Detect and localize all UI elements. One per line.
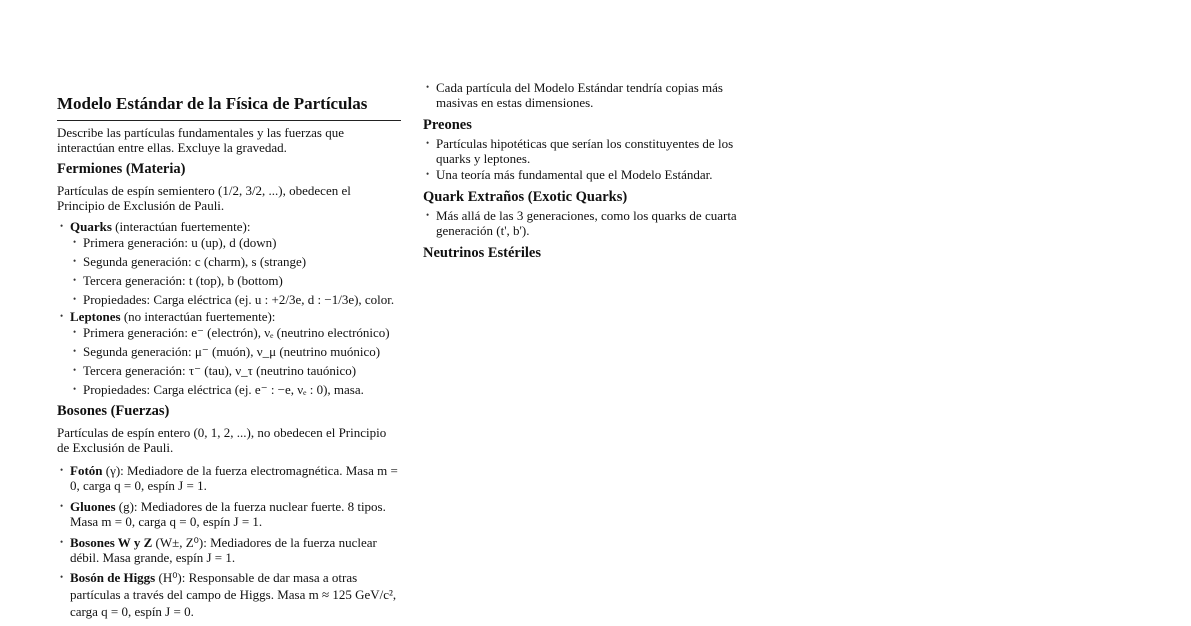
left-column	[57, 92, 401, 624]
list-item: • Cada partícula del Modelo Estándar tendría copias más masivas en estas dimensiones.	[423, 80, 743, 110]
preons-heading: Preones	[423, 117, 472, 133]
list-item: • Propiedades: Carga eléctrica (ej. e⁻ : −e, νₑ : 0), masa.	[70, 382, 401, 397]
higgs-text: (H⁰): Responsable de dar masa a otras partículas a través del campo de Higgs. Masa m ≈ 125 GeV/c², carga q = 0, espín J = 0.	[70, 570, 397, 619]
gluons-label: Gluones	[70, 499, 116, 514]
list-item: • Tercera generación: τ⁻ (tau), ν_τ (neutrino tauónico)	[70, 363, 401, 378]
wz-label: Bosones W y Z	[70, 535, 153, 550]
quarks-note: (interactúan fuertemente):	[111, 219, 251, 234]
list-item: • Tercera generación: t (top), b (bottom)	[70, 273, 401, 288]
wz-text: (W±, Z⁰): Mediadores de la fuerza nuclear débil. Masa grande, espín J = 1.	[70, 535, 377, 565]
list-item-leptons	[57, 309, 401, 397]
quarks-label: Quarks	[70, 219, 112, 234]
list-item-w-z-bosons	[57, 535, 401, 565]
higgs-label: Bosón de Higgs	[70, 570, 156, 585]
fermions-heading: Fermiones (Materia)	[57, 161, 186, 177]
photon-text: (γ): Mediadore de la fuerza electromagnética. Masa m = 0, carga q = 0, espín J = 1.	[70, 463, 398, 493]
leptons-note: (no interactúan fuertemente):	[120, 309, 276, 324]
bosons-list	[57, 463, 401, 620]
gluons-text: (g): Mediadores de la fuerza nuclear fuerte. 8 tipos. Masa m = 0, carga q = 0, espín J = 1.	[70, 499, 386, 529]
sterile-neutrinos-heading: Neutrinos Estériles	[423, 245, 541, 261]
fermions-list	[57, 219, 401, 397]
list-item: • Primera generación: u (up), d (down)	[70, 235, 401, 250]
list-item-gluons	[57, 499, 401, 529]
list-item: • Segunda generación: μ⁻ (muón), ν_μ (neutrino muónico)	[70, 344, 401, 359]
intro-paragraph: Describe las partículas fundamentales y las fuerzas que interactúan entre ellas. Excluye la gravedad.	[57, 125, 344, 155]
exotic-quarks-heading: Quark Extraños (Exotic Quarks)	[423, 189, 628, 205]
preons-list	[423, 136, 743, 182]
exotic-quarks-list	[423, 208, 743, 238]
page-title: Modelo Estándar de la Física de Partículas	[57, 92, 401, 121]
extra-dimensions-list	[423, 80, 743, 110]
photon-label: Fotón	[70, 463, 103, 478]
list-item-photon	[57, 463, 401, 493]
right-column	[423, 80, 743, 264]
list-item-quarks	[57, 219, 401, 307]
leptons-sublist	[70, 325, 401, 397]
leptons-label: Leptones	[70, 309, 121, 324]
bosons-description: Partículas de espín entero (0, 1, 2, ...), no obedecen el Principio de Exclusión de Pauli.	[57, 425, 387, 455]
list-item: • Segunda generación: c (charm), s (strange)	[70, 254, 401, 269]
list-item: • Más allá de las 3 generaciones, como los quarks de cuarta generación (t', b').	[423, 208, 743, 238]
list-item: • Una teoría más fundamental que el Modelo Estándar.	[423, 167, 743, 182]
list-item: • Propiedades: Carga eléctrica (ej. u : +2/3e, d : −1/3e), color.	[70, 292, 401, 307]
list-item-higgs	[57, 569, 401, 620]
list-item: • Partículas hipotéticas que serían los constituyentes de los quarks y leptones.	[423, 136, 743, 166]
bosons-heading: Bosones (Fuerzas)	[57, 403, 170, 419]
fermions-description: Partículas de espín semientero (1/2, 3/2, ...), obedecen el Principio de Exclusión de Pauli.	[57, 183, 351, 213]
quarks-sublist	[70, 235, 401, 307]
list-item: • Primera generación: e⁻ (electrón), νₑ (neutrino electrónico)	[70, 325, 401, 340]
